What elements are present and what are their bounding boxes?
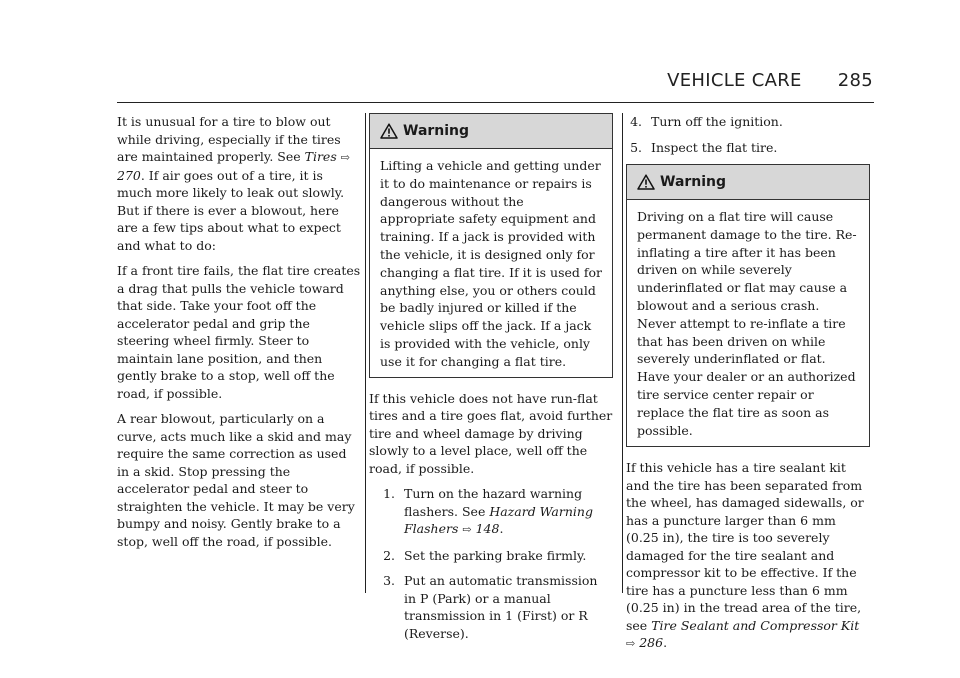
page-ref-arrow-icon: ⇨ <box>462 523 472 537</box>
list-item: 1. Turn on the hazard warning flashers. See Hazard Warning Flashers ⇨ 148. <box>383 486 593 537</box>
link-hazard-warning-flashers[interactable]: Hazard Warning Flashers ⇨ 148 <box>404 503 593 537</box>
warning-text: Lifting a vehicle and getting under it to do maintenance or repairs is dangerous without the appropriate safety equipment and training. If a jack is provided with the vehicle, it is designed only for changing a flat tire. If it is used for anything else, you or others could be badly injured or killed if the vehicle slips off the jack. If a jack is provided with the vehicle, only use it for changing a flat tire. <box>380 158 603 369</box>
column-divider <box>365 113 366 593</box>
warning-box-flat-tire <box>626 164 870 447</box>
list-item: 5. Inspect the flat tire. <box>630 139 778 155</box>
page-ref-arrow-icon: ⇨ <box>626 637 636 651</box>
column-2 <box>369 113 613 650</box>
paragraph-rear-tire: A rear blowout, particularly on a curve, acts much like a skid and may require the same correction as used in a skid. Stop pressing the accelerator pedal and steer to straighten the vehicle. It may be very bumpy and noisy. Gently brake to a stop, well off the road, if possible. <box>117 411 355 549</box>
page-header <box>667 70 873 91</box>
paragraph-flat-tire-intro: If this vehicle does not have run-flat tires and a tire goes flat, avoid further tire and wheel damage by driving slowly to a level place, well off the road, if possible. <box>369 390 613 476</box>
link-tires[interactable]: Tires ⇨ 270 <box>117 149 350 183</box>
warning-title: Warning <box>403 123 470 139</box>
warning-header <box>627 165 869 200</box>
header-rule <box>117 102 874 103</box>
warning-box-jack <box>369 113 613 378</box>
column-1 <box>117 113 361 558</box>
paragraph-front-tire: If a front tire fails, the flat tire creates a drag that pulls the vehicle toward that side. Take your foot off the accelerator pedal and grip the steering wheel firmly. Steer to maintain lane position, and then gently brake to a stop, well off the road, if possible. <box>117 263 361 401</box>
list-item: 3. Put an automatic transmission in P (Park) or a manual transmission in 1 (First) or R (Reverse). <box>383 573 598 641</box>
list-item: 4. Turn off the ignition. <box>630 114 783 129</box>
steps-list <box>626 113 870 156</box>
warning-title: Warning <box>660 174 727 190</box>
section-title: VEHICLE CARE <box>667 70 802 91</box>
warning-triangle-icon <box>380 123 398 139</box>
page-number: 285 <box>837 70 873 91</box>
paragraph-sealant-kit: If this vehicle has a tire sealant kit and the tire has been separated from the wheel, has damaged sidewalls, or has a puncture larger than 6 mm (0.25 in), the tire is too severely damaged for the tire sealant and compressor kit to be effective. If the tire has a puncture less than 6 mm (0.25 in) in the tread area of the tire, see Tire Sealant and Compressor Kit ⇨ 286. <box>626 460 864 651</box>
list-item: 2. Set the parking brake firmly. <box>383 547 587 563</box>
link-tire-sealant-kit[interactable]: Tire Sealant and Compressor Kit ⇨ 286 <box>626 617 860 651</box>
column-divider <box>622 113 623 593</box>
column-3 <box>626 113 870 661</box>
warning-triangle-icon <box>637 174 655 190</box>
steps-list <box>369 485 613 642</box>
warning-text: Driving on a flat tire will cause permanent damage to the tire. Re-inflating a tire after it has been driven on while severely underinflated or flat may cause a blowout and a serious crash. Never attempt to re-inflate a tire that has been driven on while severely underinflated or flat. Have your dealer or an authorized tire service center repair or replace the flat tire as soon as possible. <box>637 209 857 438</box>
paragraph-blowout-intro: It is unusual for a tire to blow out while driving, especially if the tires are maintained properly. See Tires ⇨ 270. If air goes out of a tire, it is much more likely to leak out slowly. But if there is ever a blowout, here are a few tips about what to expect and what to do: <box>117 114 350 253</box>
page-ref-arrow-icon: ⇨ <box>340 151 350 164</box>
warning-header <box>370 114 612 149</box>
